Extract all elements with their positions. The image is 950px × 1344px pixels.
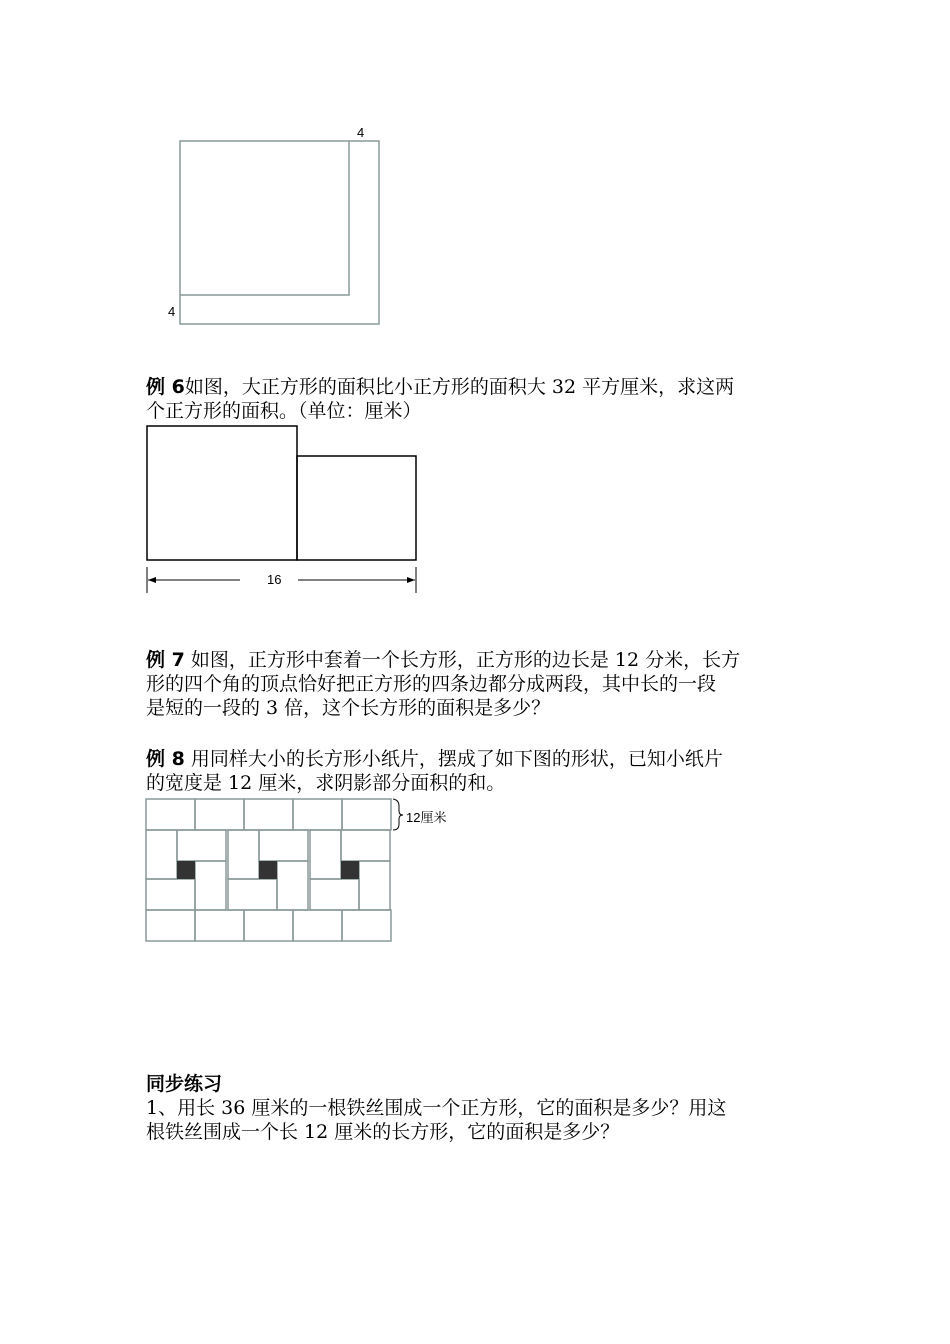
tile <box>146 799 195 830</box>
tile <box>244 799 293 830</box>
tile <box>342 910 391 941</box>
example6-line2: 个正方形的面积。（单位：厘米） <box>146 400 422 422</box>
example8-number: 例 8 <box>146 748 185 770</box>
tile <box>146 879 195 910</box>
example7-line3: 是短的一段的 3 倍，这个长方形的面积是多少？ <box>146 697 551 719</box>
tile <box>259 830 308 861</box>
example7-line1: 如图，正方形中套着一个长方形，正方形的边长是 12 分米，长方 <box>184 649 741 671</box>
width-brace <box>393 799 403 830</box>
shaded-square <box>177 861 195 879</box>
tile <box>146 830 177 879</box>
figure1-top-label: 4 <box>357 125 365 140</box>
practice-line1: 1、用长 36 厘米的一根铁丝围成一个正方形，它的面积是多少？用这 <box>146 1097 727 1119</box>
tile <box>177 830 226 861</box>
figure1-left-label: 4 <box>168 304 176 319</box>
tile <box>244 910 293 941</box>
tile <box>293 910 342 941</box>
example6-number: 例 6 <box>146 376 185 398</box>
example7-number: 例 7 <box>146 649 185 671</box>
example8-line2: 的宽度是 12 厘米，求阴影部分面积的和。 <box>146 772 506 794</box>
tile <box>277 861 308 910</box>
tile <box>195 861 226 910</box>
tile <box>195 910 244 941</box>
shaded-square <box>259 861 277 879</box>
tile <box>195 799 244 830</box>
tile <box>228 879 277 910</box>
example7-line2: 形的四个角的顶点恰好把正方形的四条边都分成两段，其中长的一段 <box>146 673 717 695</box>
practice-line2: 根铁丝围成一个长 12 厘米的长方形，它的面积是多少？ <box>146 1121 620 1143</box>
example8-dim-label: 12厘米 <box>406 810 447 825</box>
example6-line1: 如图，大正方形的面积比小正方形的面积大 32 平方厘米，求这两 <box>184 376 735 398</box>
tile <box>228 830 259 879</box>
tile <box>146 910 195 941</box>
tile <box>293 799 342 830</box>
tile <box>342 799 391 830</box>
example8-line1: 用同样大小的长方形小纸片，摆成了如下图的形状，已知小纸片 <box>184 748 723 770</box>
tile <box>359 861 390 910</box>
practice-heading: 同步练习 <box>146 1073 223 1095</box>
example6-dim-label: 16 <box>267 572 282 587</box>
tile <box>310 879 359 910</box>
practice-section <box>146 1072 816 1144</box>
shaded-square <box>341 861 359 879</box>
tile <box>310 830 341 879</box>
tile <box>341 830 390 861</box>
